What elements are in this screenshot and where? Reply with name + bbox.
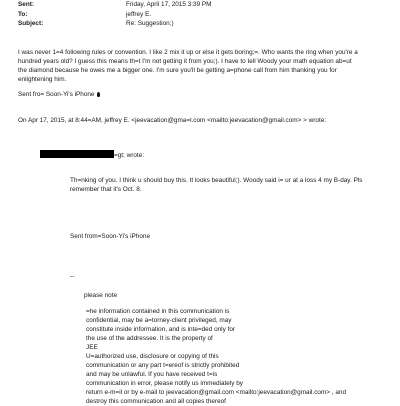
quoted-message [70, 176, 386, 194]
to-value: jeffrey E. [126, 10, 152, 18]
reply-line: I was never 1=4 following rules or convention. I like 2 mix it up or else it gets boring;=. Who wants the ring when you're a [18, 49, 358, 56]
disclaimer-line: communication or any part t=ereof is strictly prohibited [86, 362, 240, 369]
disclaimer-line: confidential, may be a=torney-client privileged, may [86, 317, 232, 324]
email-header [18, 0, 388, 29]
reply-line: the diamond because he owes me a bigger one. I'm sure you'll be getting a=phone call from him thanking you for [18, 67, 337, 74]
subject-row [18, 19, 388, 29]
reply-line: enlightening him. [18, 76, 67, 83]
disclaimer-line: communication in error, please notify us immediately by [86, 380, 243, 387]
redaction-bar [40, 150, 114, 158]
disclaimer-line: =he information contained in this communication is [86, 308, 230, 315]
subject-label: Subject: [18, 20, 44, 27]
reply-paragraph [18, 48, 386, 84]
to-row [18, 10, 388, 20]
sent-label: Sent: [18, 1, 34, 8]
quote-header-text: On Apr 17, 2015, at 8:44=AM, jeffrey E. <jeevacation@gma=l.com <mailto:jeevacation@gmail.com> > wrote: [18, 117, 327, 124]
quoted-line: remember that it's Oct. 8. [70, 186, 142, 193]
disclaimer-line: and may be unlawful. If you have received t=is [86, 371, 218, 378]
disclaimer-line: destroy this communication and all copies thereof [86, 398, 226, 405]
reply-line: hundred years old? I guess this means th=t I'm not getting it from you;). I have to tell Woody your math equation ab=ut [18, 58, 352, 65]
disclaimer-line: constitute inside information, and is inte=ded only for [86, 326, 236, 333]
signature-text: Sent from=Soon-Yi's iPhone [70, 233, 151, 240]
quote-header [18, 116, 386, 125]
disclaimer-line: JEE [86, 344, 98, 351]
to-label: To: [18, 10, 28, 18]
subject-value: Re: Suggestion;) [126, 20, 174, 27]
disclaimer-line: U=authorized use, disclosure or copying of this [86, 353, 219, 360]
sent-row [18, 0, 388, 10]
redacted-suffix: =gt; wrote: [114, 152, 145, 159]
phone-icon [97, 92, 100, 97]
please-note [84, 291, 400, 300]
quoted-line: Th=nking of you. I think u should buy this. It looks beautiful;). Woody said i= ur at a loss 4 my B-day. Pls [70, 177, 363, 184]
redacted-line [18, 150, 386, 160]
disclaimer [86, 307, 386, 406]
disclaimer-line: the use of the addressee. It is the property of [86, 335, 213, 342]
signature-1 [18, 90, 386, 99]
disclaimer-line: return e-m=il or by e-mail to jeevacation@gmail.com <mailto:jeevacation@gmail.com> , and [86, 389, 347, 396]
signature-2 [70, 232, 386, 241]
please-note-text: please note [84, 292, 118, 299]
dashes [70, 272, 386, 281]
sent-value: Friday, April 17, 2015 3:39 PM [126, 1, 212, 8]
signature-text: Sent fro= Soon-Yi's iPhone [18, 91, 95, 98]
dashes-text: -- [70, 273, 75, 280]
